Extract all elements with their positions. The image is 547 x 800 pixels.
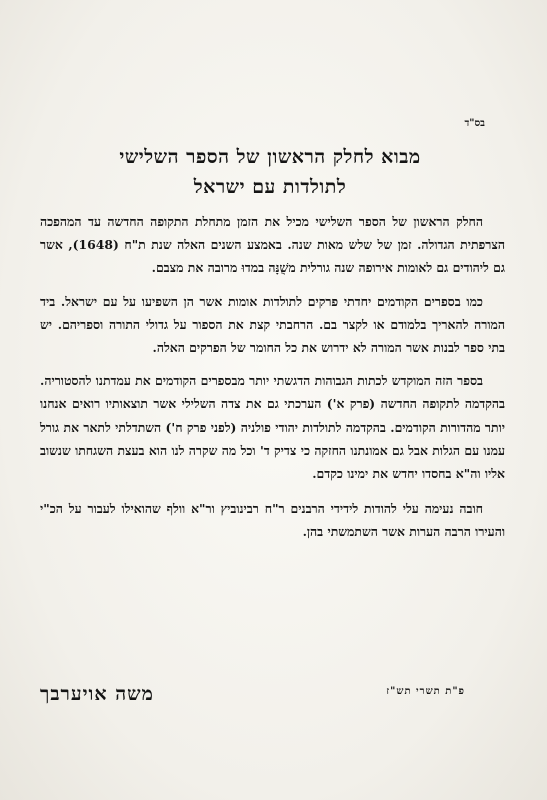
title-line-1: מבוא לחלק הראשון של הספר השלישי	[119, 146, 421, 168]
paragraph-4: חובה נעימה עלי להודות לידידי הרבנים ר"ח רבינוביץ ור"א וולף שהואילו לעבור על הכ"י והעירו הרבה הערות אשר השתמשתי בהן.	[40, 501, 505, 540]
paragraph-1: החלק הראשון של הספר השלישי מכיל את הזמן מתחלת התקופה החדשה עד המהפכה הצרפתית הגדולה. זמן של שלש מאות שנה. באמצע השנים האלה שנת ת"ח (1648), אשר גם ליהודים גם לאומות אירופה שנה גורלית משֻׁנָּה במדוּ מרובה את מצבם.	[40, 214, 505, 276]
author-signature: משה אויערבך	[40, 683, 154, 705]
title-line-2: לתולדות עם ישראל	[193, 176, 347, 198]
page-title	[40, 142, 500, 202]
date-line: פ"ת תשרי תש"ז	[386, 686, 465, 697]
paragraph-3: בספר הזה המוקדש לכתות הגבוהות הדגשתי יותר מבספרים הקודמים את עמדתנו להסטוריה. בהקדמה לתקופה החדשה (פרק א') הערכתי גם את צדה השלילי אשר תוצאותיו רואים אנחנו יותר מהדורות הקודמים. בהקדמה לתולדות יהודי פולניה (לפני פרק ח') השתדלתי לתאר את גורל עמנו עם הגלות אבל גם אמונתנו החזקה כי צדיק ד' וכל מה שקרה לנו הוא בעצת השגחתו שנשוב אליו וה"א בחסדו יחדש את ימינו כקדם.	[40, 373, 505, 482]
body-text	[40, 210, 505, 554]
paragraph-2: כמו בספרים הקודמים יחדתי פרקים לתולדות אומות אשר הן השפיעו על עם ישראל. ביד המורה להאריך בלמודם או לקצר בם. הרחבתי קצת את הספור על גדולי התורה וספריהם. יש בתי ספר לבנות אשר המורה לא ידרוש את כל החומר של הפרקים האלה.	[40, 293, 505, 356]
bsd-header: בס"ד	[464, 118, 485, 129]
footer	[40, 683, 505, 713]
